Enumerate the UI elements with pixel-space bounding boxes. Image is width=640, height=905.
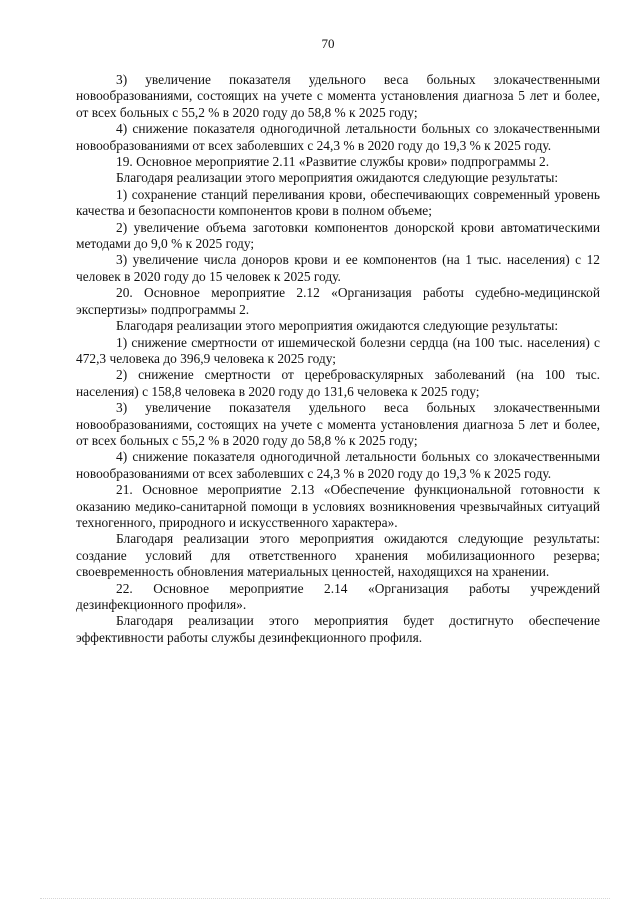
paragraph-8: 20. Основное мероприятие 2.12 «Организация работы судебно-медицинской экспертизы» подпрограммы 2. xyxy=(76,285,600,317)
paragraph-4: Благодаря реализации этого мероприятия ожидаются следующие результаты: xyxy=(116,170,559,186)
paragraph-17: Благодаря реализации этого мероприятия будет достигнуто обеспечение эффективности работы службы дезинфекционного профиля. xyxy=(76,613,600,645)
paragraph-11: 2) снижение смертности от цереброваскулярных заболеваний (на 100 тыс. населения) с 158,8 человека в 2020 году до 131,6 человека к 2025 году; xyxy=(76,367,600,399)
paragraph-9: Благодаря реализации этого мероприятия ожидаются следующие результаты: xyxy=(116,318,559,334)
page-number: 70 xyxy=(321,36,335,51)
paragraph-10: 1) снижение смертности от ишемической болезни сердца (на 100 тыс. населения) с 472,3 человека до 396,9 человека к 2025 году; xyxy=(76,334,600,366)
paragraph-5: 1) сохранение станций переливания крови, обеспечивающих современный уровень качества и безопасности компонентов крови в полном объеме; xyxy=(76,186,600,219)
paragraph-13: 4) снижение показателя одногодичной летальности больных со злокачественными новообразованиями от всех заболевших с 24,3 % в 2020 году до 19,3 % к 2025 году. xyxy=(76,449,600,481)
paragraph-3: 19. Основное мероприятие 2.11 «Развитие службы крови» подпрограммы 2. xyxy=(116,154,550,170)
paragraph-2: 4) снижение показателя одногодичной летальности больных со злокачественными новообразованиями от всех заболевших с 24,3 % в 2020 году до 19,3 % к 2025 году. xyxy=(76,121,600,153)
paragraph-1: 3) увеличение показателя удельного веса больных злокачественными новообразованиями, состоящих на учете с момента установления диагноза 5 лет и более, от всех больных с 55,2 % в 2020 году до 58,8 % к 2025 году; xyxy=(76,72,600,120)
paragraph-15: Благодаря реализации этого мероприятия ожидаются следующие результаты: создание условий для ответственного хранения мобилизационного резерва; своевременность обновления материальных ценностей, находящихся на хранении. xyxy=(76,531,600,580)
paragraph-14: 21. Основное мероприятие 2.13 «Обеспечение функциональной готовности к оказанию медико-санитарной помощи в условиях возникновения чрезвычайных ситуаций техногенного, природного и искусственного характера». xyxy=(76,482,600,530)
paragraph-12: 3) увеличение показателя удельного веса больных злокачественными новообразованиями, состоящих на учете с момента установления диагноза 5 лет и более, от всех больных с 55,2 % в 2020 году до 58,8 % к 2025 году; xyxy=(76,400,600,448)
paragraph-6: 2) увеличение объема заготовки компонентов донорской крови автоматическими методами до 9,0 % к 2025 году; xyxy=(76,219,600,252)
paragraph-7: 3) увеличение числа доноров крови и ее компонентов (на 1 тыс. населения) с 12 человек в 2020 году до 15 человек к 2025 году. xyxy=(76,252,600,284)
paragraph-16: 22. Основное мероприятие 2.14 «Организация работы учреждений дезинфекционного профиля». xyxy=(76,580,600,612)
scan-artifact-line xyxy=(40,896,610,899)
